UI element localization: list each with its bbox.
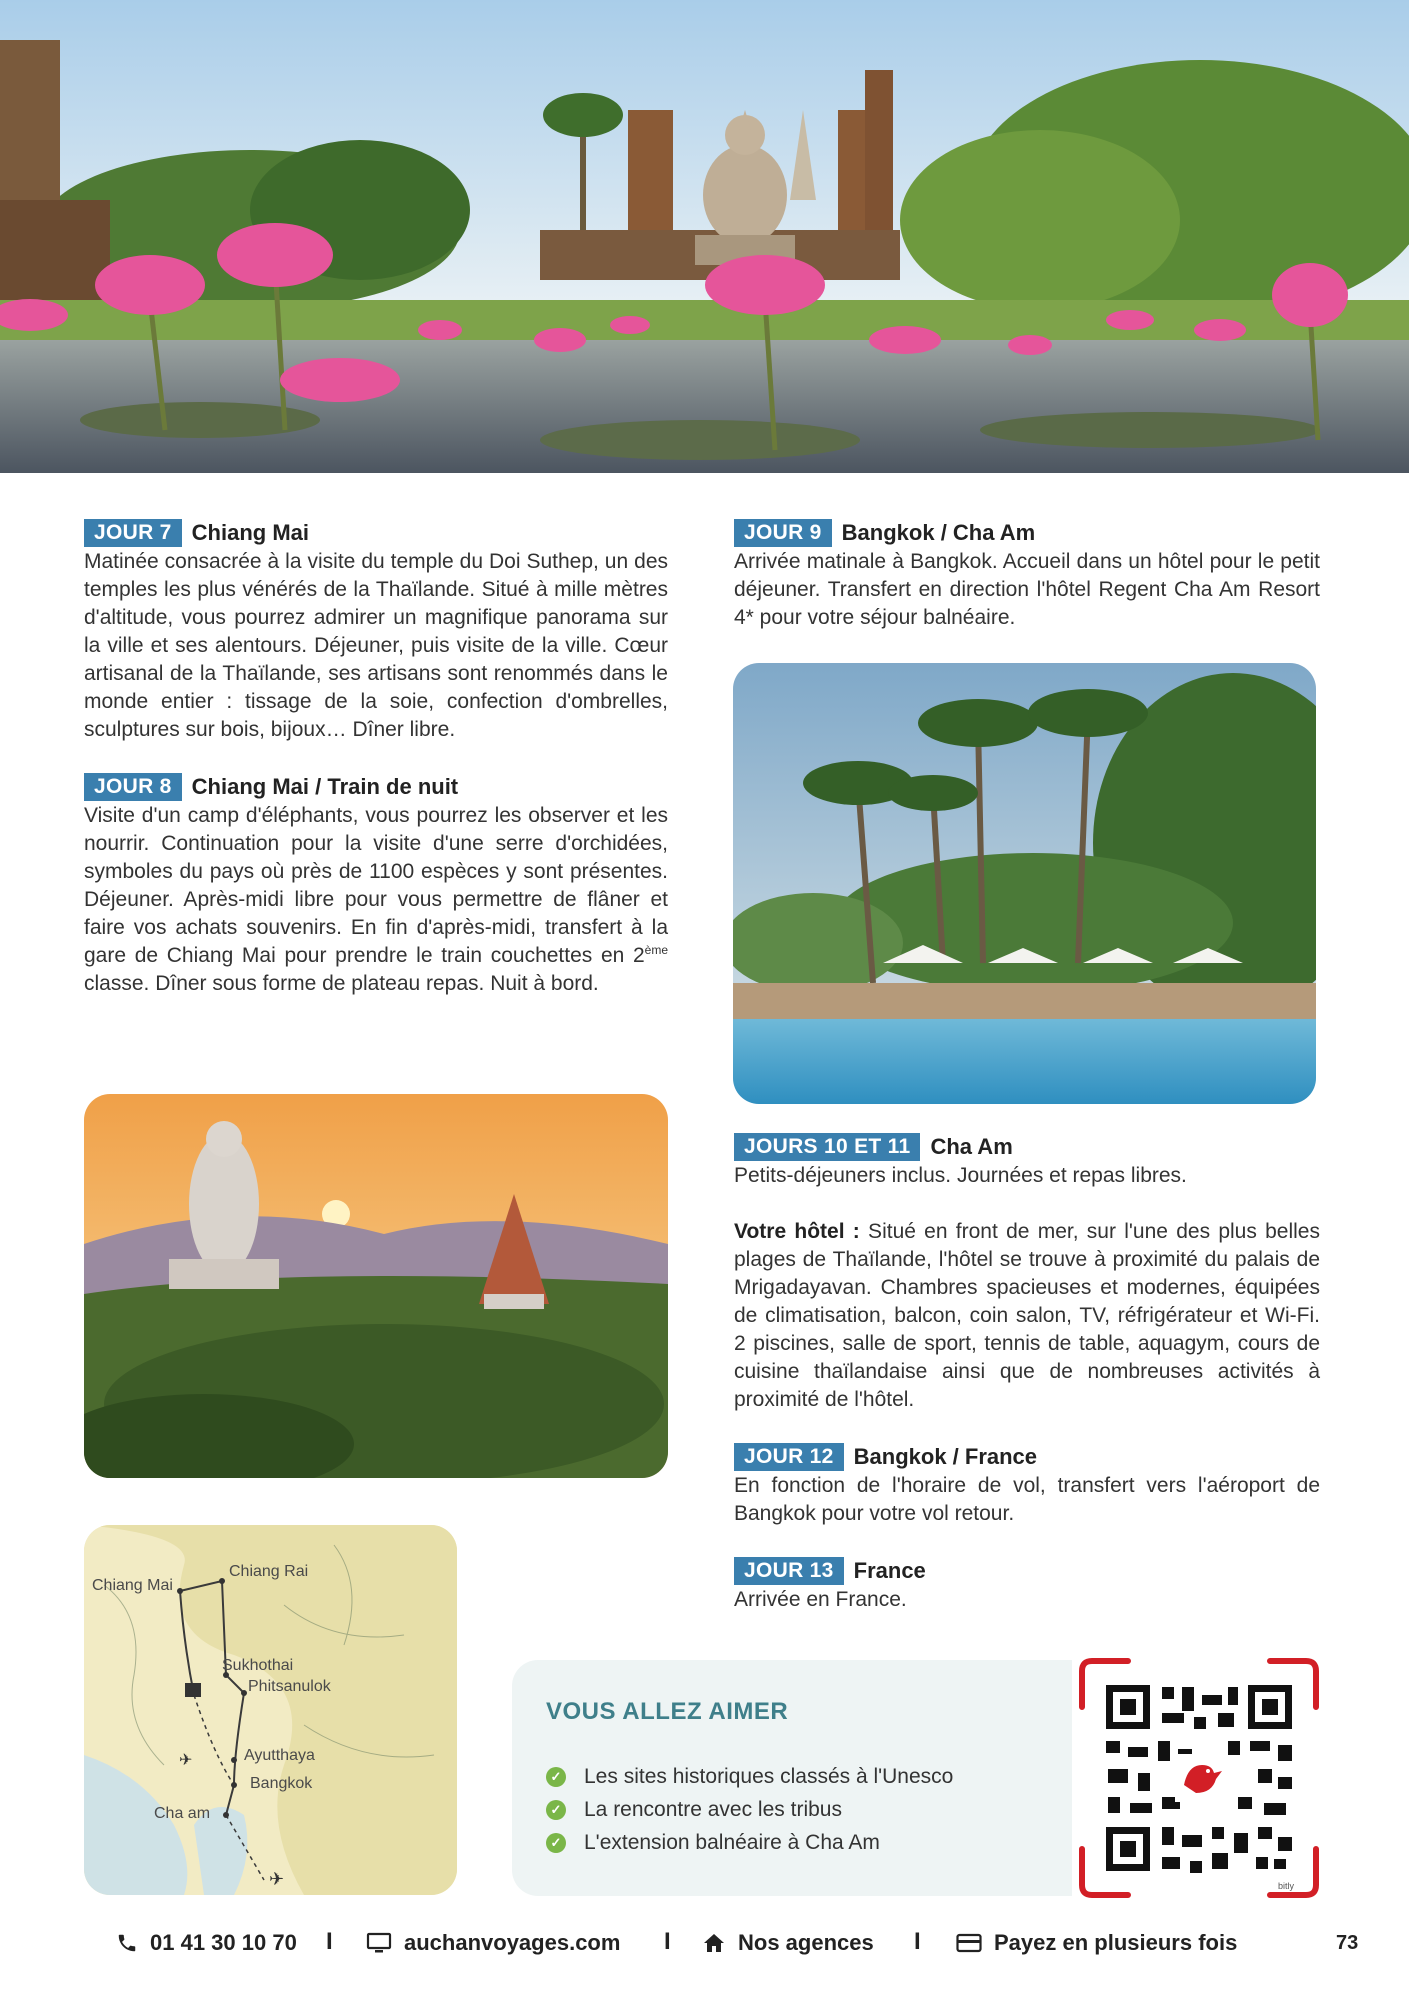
qr-caption: bitly	[1278, 1881, 1295, 1891]
hero-photo-lotus-temple	[0, 0, 1409, 473]
highlight-text: L'extension balnéaire à Cha Am	[584, 1830, 880, 1854]
day-text-part: Visite d'un camp d'éléphants, vous pourrez les observer et les nourrir. Continuation pour la visite d'une serre d'orchidées, symboles du pays où près de 1100 espèces y sont présentes. Déjeuner. Après-midi libre pour vous permettre de flâner et faire vos achats souvenirs. En fin d'après-midi, transfert à la gare de Chiang Mai pour prendre le train couchettes en 2	[84, 804, 668, 967]
map-city-label: Bangkok	[250, 1775, 313, 1792]
day-description	[84, 802, 668, 998]
day-title: France	[853, 1558, 926, 1583]
footer-bar	[0, 1920, 1409, 1970]
payment-link: Payez en plusieurs fois	[994, 1930, 1238, 1955]
ordinal-superscript: ème	[644, 943, 668, 957]
highlight-text: La rencontre avec les tribus	[584, 1797, 842, 1821]
page-number: 73	[1336, 1932, 1359, 1954]
map-city-label: Ayutthaya	[244, 1747, 315, 1764]
qr-code-graphic	[1078, 1657, 1320, 1899]
day-title: Chiang Mai	[191, 520, 310, 545]
day-header	[734, 1556, 1320, 1586]
hotel-pool-photo	[733, 663, 1316, 1104]
check-icon: ✓	[546, 1800, 566, 1820]
website-link: auchanvoyages.com	[404, 1930, 621, 1955]
monitor-icon	[366, 1932, 392, 1954]
check-icon: ✓	[546, 1767, 566, 1787]
day-text-part: classe. Dîner sous forme de plateau repas. Nuit à bord.	[84, 972, 599, 995]
agencies-link: Nos agences	[738, 1930, 874, 1955]
day-description: Matinée consacrée à la visite du temple du Doi Suthep, un des temples les plus vénérés de la Thaïlande. Situé à mille mètres d'altitude, vous pourrez admirer un magnifique panorama sur la ville et ses alentours. Déjeuner, puis visite de la ville. Cœur artisanal de la Thaïlande, ses artisans sont renommés dans le monde entier : tissage de la soie, confection d'ombrelles, sculptures sur bois, bijoux… Dîner libre.	[84, 550, 668, 741]
day-title: Bangkok / France	[853, 1444, 1038, 1469]
map-city-label: Chiang Rai	[229, 1563, 309, 1580]
day-9	[734, 518, 1320, 632]
day-title: Chiang Mai / Train de nuit	[191, 774, 459, 799]
highlight-item	[546, 1760, 953, 1793]
itinerary-map	[84, 1525, 457, 1895]
map-city-label: Chiang Mai	[92, 1577, 173, 1594]
map-city-label: Phitsanulok	[248, 1678, 331, 1695]
highlight-text: Les sites historiques classés à l'Unesco	[584, 1764, 954, 1788]
hotel-text: Situé en front de mer, sur l'une des plus belles plages de Thaïlande, l'hôtel se trouve à proximité du palais de Mrigadayavan. Chambres spacieuses et modernes, équipées de climatisation, balcon, coin salon, TV, réfrigérateur et Wi-Fi. 2 piscines, salle de sport, tennis de table, aquagym, cours de cuisine thaïlandaise ainsi que de nombreuses activités à proximité de l'hôtel.	[734, 1220, 1320, 1411]
highlights-box	[512, 1660, 1072, 1896]
footer-separator: I	[664, 1928, 671, 1955]
highlight-item	[546, 1793, 953, 1826]
hero-illustration	[0, 0, 1409, 473]
day-tag: JOUR 13	[734, 1557, 844, 1585]
day-tag: JOURS 10 ET 11	[734, 1133, 920, 1161]
temple-sunset-photo	[84, 1094, 668, 1478]
day-header	[734, 1442, 1320, 1472]
footer-website[interactable]	[366, 1930, 620, 1956]
map-city-label: Cha am	[154, 1805, 211, 1822]
map-city-label: Sukhothai	[222, 1657, 294, 1674]
credit-card-icon	[956, 1933, 982, 1953]
footer-separator: I	[326, 1928, 333, 1955]
hotel-description	[734, 1218, 1320, 1414]
svg-text:✈: ✈	[179, 1752, 193, 1769]
phone-number: 01 41 30 10 70	[150, 1930, 297, 1955]
highlights-title: VOUS ALLEZ AIMER	[546, 1698, 789, 1725]
day-description: Arrivée en France.	[734, 1588, 907, 1611]
day-header	[734, 1132, 1320, 1162]
day-header	[734, 518, 1320, 548]
footer-separator: I	[914, 1928, 921, 1955]
day-header	[84, 518, 668, 548]
highlights-list	[546, 1760, 953, 1859]
day-description: Petits-déjeuners inclus. Journées et repas libres.	[734, 1164, 1187, 1187]
home-icon	[702, 1932, 726, 1954]
footer-agencies[interactable]	[702, 1930, 874, 1956]
days-10-11	[734, 1132, 1320, 1414]
footer-phone[interactable]	[116, 1930, 297, 1956]
qr-code[interactable]	[1078, 1657, 1320, 1899]
day-7	[84, 518, 668, 744]
day-title: Cha Am	[930, 1134, 1013, 1159]
day-description: Arrivée matinale à Bangkok. Accueil dans un hôtel pour le petit déjeuner. Transfert en direction l'hôtel Regent Cha Am Resort 4* pour votre séjour balnéaire.	[734, 550, 1320, 629]
hotel-label: Votre hôtel :	[734, 1220, 860, 1243]
day-tag: JOUR 9	[734, 519, 832, 547]
day-tag: JOUR 8	[84, 773, 182, 801]
temple-illustration	[84, 1094, 668, 1478]
footer-payment[interactable]	[956, 1930, 1237, 1956]
itinerary-left-column	[84, 518, 668, 998]
day-8	[84, 772, 668, 998]
check-icon: ✓	[546, 1833, 566, 1853]
highlight-item	[546, 1826, 953, 1859]
day-description: En fonction de l'horaire de vol, transfert vers l'aéroport de Bangkok pour votre vol retour.	[734, 1474, 1320, 1525]
day-tag: JOUR 7	[84, 519, 182, 547]
day-tag: JOUR 12	[734, 1443, 844, 1471]
day-header	[84, 772, 668, 802]
day-13	[734, 1556, 1320, 1614]
phone-icon	[116, 1932, 138, 1954]
pool-illustration	[733, 663, 1316, 1104]
day-title: Bangkok / Cha Am	[841, 520, 1036, 545]
day-12	[734, 1442, 1320, 1528]
svg-text:✈: ✈	[269, 1869, 285, 1889]
